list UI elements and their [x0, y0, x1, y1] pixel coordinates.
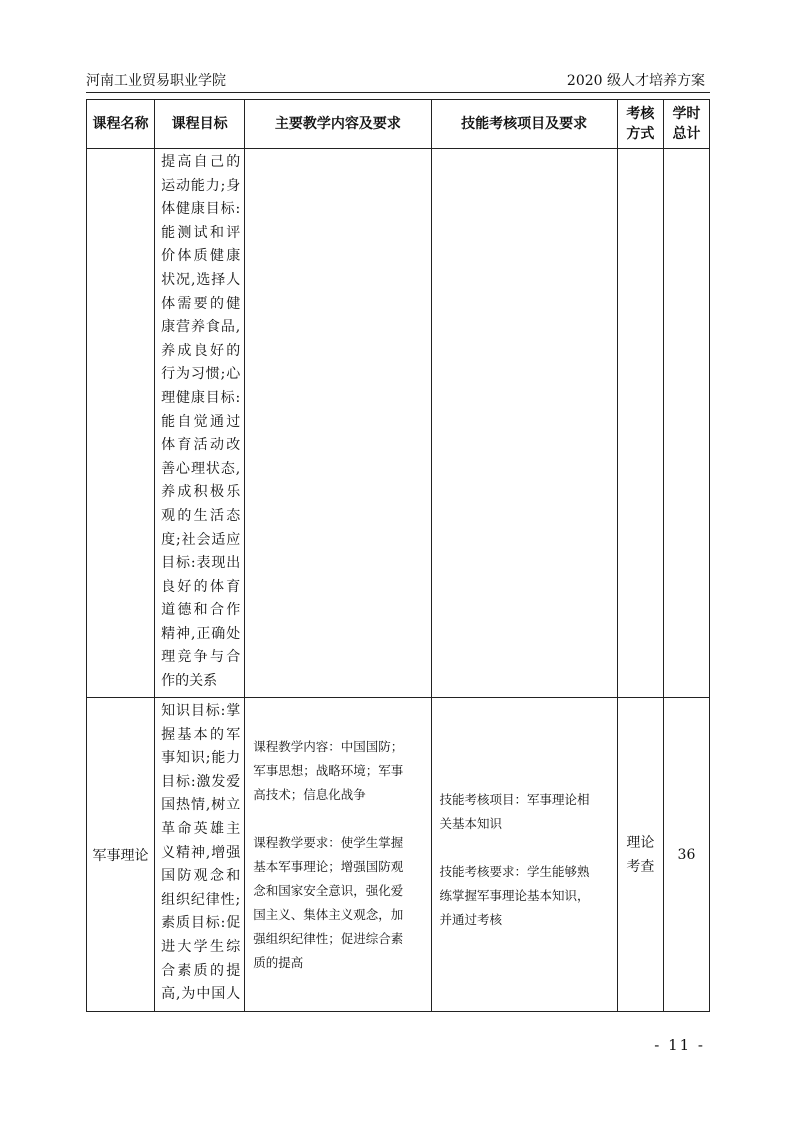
row2-skill	[431, 698, 617, 1012]
skill-item-paragraph	[440, 788, 611, 836]
row2-method-line2: 考查	[626, 858, 655, 875]
page-number: - 11 -	[654, 1036, 705, 1054]
text-line: 体需要的健	[161, 295, 241, 312]
text-line: 知识目标:掌	[161, 703, 241, 719]
header-rule	[86, 92, 710, 93]
header-institution: 河南工业贸易职业学院	[86, 73, 226, 89]
text-line: 军事思想；战略环境；军事	[253, 762, 404, 778]
text-line: 素质目标:促	[161, 915, 241, 932]
text-line: 能自觉通过	[161, 413, 241, 430]
text-line: 义精神,增强	[161, 844, 241, 861]
text-line: 体健康目标:	[161, 201, 241, 218]
header-teaching-content: 主要教学内容及要求	[245, 100, 431, 149]
row2-teaching-text	[245, 735, 430, 975]
text-line: 良好的体育	[161, 578, 241, 595]
row1-teaching	[245, 149, 431, 698]
text-line: 练掌握军事理论基本知识，	[439, 887, 590, 903]
row2-method-text	[618, 831, 663, 879]
header-hours-line2: 总计	[672, 126, 701, 142]
row2-course-name: 军事理论	[87, 698, 155, 1012]
text-line: 高,为中国人	[161, 986, 241, 1003]
text-line: 状况,选择人	[161, 271, 241, 288]
row2-course-goal	[155, 698, 245, 1012]
table-row	[87, 149, 710, 698]
text-line: 强组织纪律性；促进综合素	[253, 930, 404, 946]
row2-skill-text	[432, 778, 617, 932]
text-line: 理竞争与合	[161, 649, 241, 666]
text-line: 课程教学要求：使学生掌握	[253, 834, 404, 850]
text-line: 技能考核项目：军事理论相	[439, 791, 590, 807]
text-line: 价体质健康	[161, 248, 241, 265]
text-line: 革命英雄主	[161, 820, 241, 837]
row1-skill	[431, 149, 617, 698]
header-method-line2: 方式	[626, 126, 655, 142]
skill-requirement-paragraph	[440, 860, 611, 932]
header-course-name: 课程名称	[87, 100, 155, 149]
row1-hours	[663, 149, 709, 698]
row1-course-name	[87, 149, 155, 698]
text-line: 关基本知识	[439, 815, 503, 831]
row2-method	[617, 698, 663, 1012]
row2-hours: 36	[663, 698, 709, 1012]
text-line: 质的提高	[253, 954, 304, 970]
text-line: 高技术；信息化战争	[253, 786, 366, 802]
text-line: 目标:激发爱	[161, 773, 241, 790]
text-line: 养成积极乐	[161, 484, 241, 501]
teaching-content-paragraph	[253, 735, 424, 807]
text-line: 体育活动改	[161, 437, 241, 454]
text-line: 道德和合作	[161, 602, 241, 619]
text-line: 国防观念和	[161, 868, 241, 885]
row2-method-line1: 理论	[626, 834, 655, 851]
table-row	[87, 698, 710, 1012]
text-line: 事知识;能力	[161, 750, 241, 767]
text-line: 念和国家安全意识，强化爱	[253, 882, 404, 898]
text-line: 组织纪律性;	[161, 891, 241, 908]
text-line: 国热情,树立	[161, 797, 241, 814]
text-line: 国主义、集体主义观念，加	[253, 906, 404, 922]
header-document-title: 2020 级人才培养方案	[566, 73, 705, 89]
header-method-line1: 考核	[626, 106, 655, 122]
header-skill-assessment: 技能考核项目及要求	[431, 100, 617, 149]
course-table	[86, 99, 710, 1012]
text-line: 观的生活态	[161, 507, 241, 524]
header-total-hours	[663, 100, 709, 149]
text-line: 合素质的提	[161, 962, 241, 979]
text-line: 康营养食品,	[161, 319, 241, 336]
text-line: 能测试和评	[161, 224, 241, 241]
text-line: 善心理状态,	[161, 460, 241, 477]
text-line: 养成良好的	[161, 342, 241, 359]
row1-method	[617, 149, 663, 698]
row1-course-goal	[155, 149, 245, 698]
text-line: 度;社会适应	[161, 531, 241, 548]
row1-goal-text	[155, 149, 244, 696]
text-line: 提高自己的	[161, 154, 241, 170]
row2-teaching	[245, 698, 431, 1012]
text-line: 行为习惯;心	[161, 366, 241, 383]
header-course-goal: 课程目标	[155, 100, 245, 149]
row2-goal-text	[155, 698, 244, 1009]
text-line: 作的关系	[161, 673, 218, 690]
text-line: 精神,正确处	[161, 625, 241, 642]
header-hours-line1: 学时	[672, 106, 701, 122]
text-line: 进大学生综	[161, 938, 241, 955]
text-line: 课程教学内容：中国国防；	[253, 738, 404, 754]
text-line: 握基本的军	[161, 726, 241, 743]
text-line: 并通过考核	[439, 911, 503, 927]
table-header-row	[87, 100, 710, 149]
teaching-requirement-paragraph	[253, 831, 424, 975]
header-assessment-method	[617, 100, 663, 149]
text-line: 技能考核要求：学生能够熟	[439, 863, 590, 879]
text-line: 基本军事理论；增强国防观	[253, 858, 404, 874]
text-line: 运动能力;身	[161, 177, 241, 194]
text-line: 目标:表现出	[161, 555, 241, 572]
text-line: 理健康目标:	[161, 389, 241, 406]
